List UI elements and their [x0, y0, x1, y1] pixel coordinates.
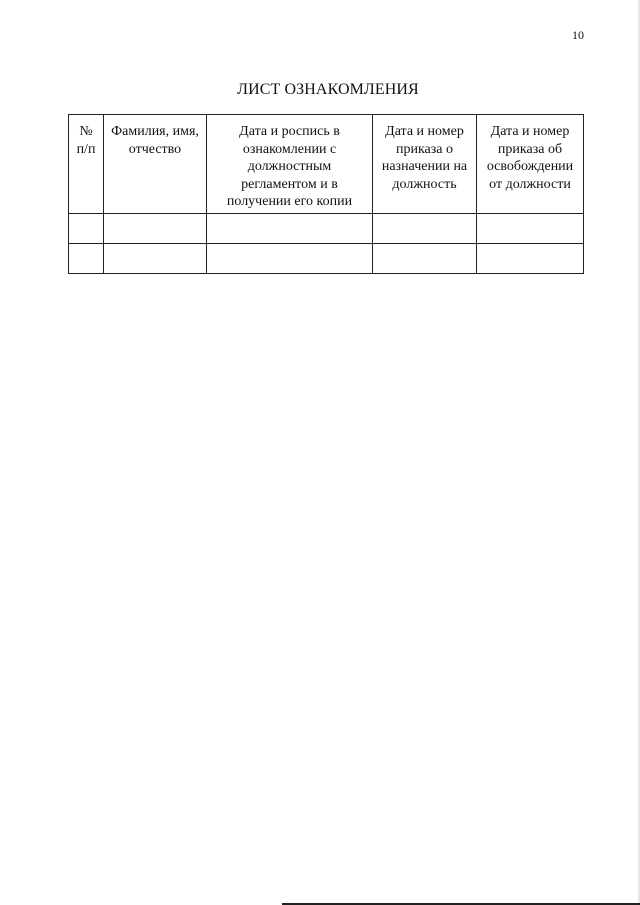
table-cell[interactable]	[207, 243, 373, 273]
column-header-number: № п/п	[69, 115, 104, 214]
table-cell[interactable]	[104, 213, 207, 243]
table-cell[interactable]	[104, 243, 207, 273]
table-cell[interactable]	[373, 243, 477, 273]
column-header-signature-date: Дата и роспись в ознакомлении с должностным регламентом и в получении его копии	[207, 115, 373, 214]
table-cell[interactable]	[477, 213, 584, 243]
page-number: 10	[572, 28, 584, 42]
table-cell[interactable]	[373, 213, 477, 243]
table-cell[interactable]	[69, 213, 104, 243]
acknowledgment-table	[68, 114, 584, 274]
table-cell[interactable]	[207, 213, 373, 243]
column-header-appointment-order: Дата и номер приказа о назначении на должность	[373, 115, 477, 214]
column-header-dismissal-order: Дата и номер приказа об освобождении от должности	[477, 115, 584, 214]
column-header-full-name: Фамилия, имя, отчество	[104, 115, 207, 214]
table-row	[69, 213, 584, 243]
table-header-row	[69, 115, 584, 214]
page-title: ЛИСТ ОЗНАКОМЛЕНИЯ	[237, 81, 419, 98]
table-cell[interactable]	[477, 243, 584, 273]
table-cell[interactable]	[69, 243, 104, 273]
table-row	[69, 243, 584, 273]
